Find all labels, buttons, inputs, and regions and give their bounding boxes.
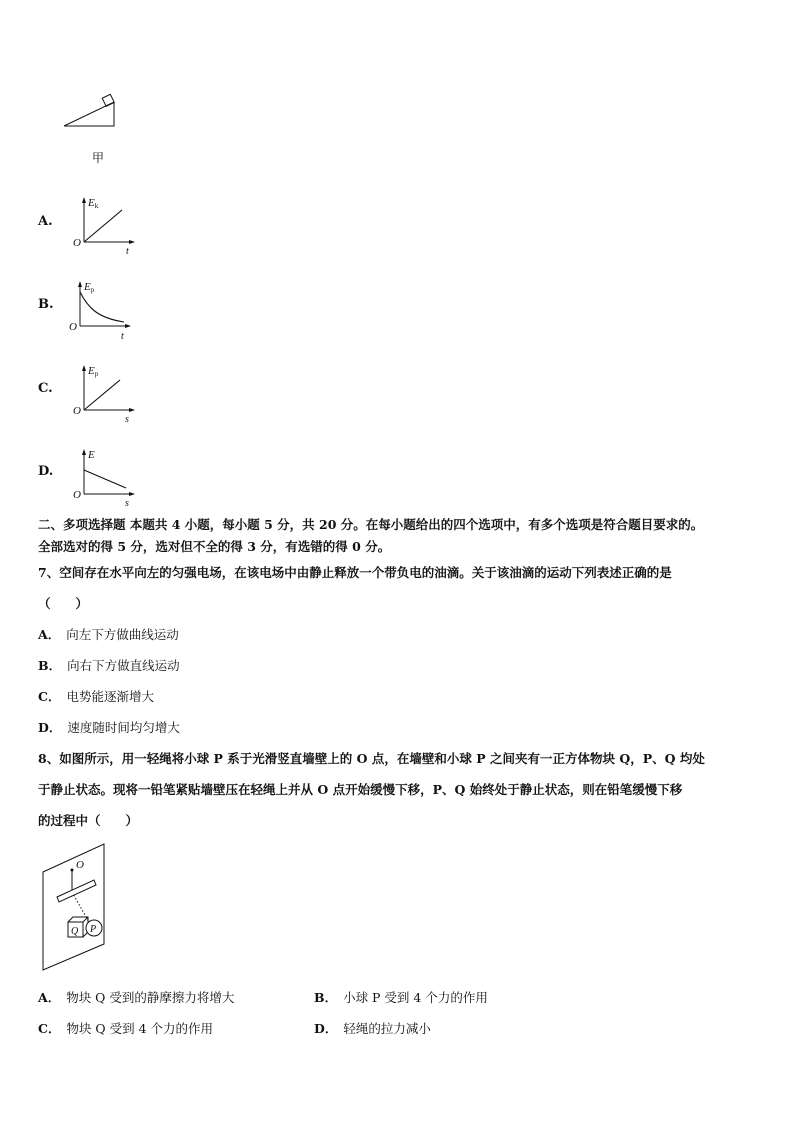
q7-option-b: B． 向右下方做直线运动 bbox=[38, 658, 180, 673]
q8-wall-figure bbox=[38, 842, 108, 972]
q8-stem-line1: 8、如图所示，用一轻绳将小球 P 系于光滑竖直墙壁上的 O 点，在墙壁和小球 P 之间夹有一正方体物块 Q，P、Q 均处 bbox=[38, 751, 705, 766]
block-q bbox=[68, 917, 88, 937]
label-p: P bbox=[90, 924, 97, 935]
q7-option-a: A． 向左下方做曲线运动 bbox=[38, 627, 179, 642]
incline-triangle bbox=[64, 102, 114, 126]
graph-b-origin: O bbox=[69, 321, 77, 333]
graph-a-y-label: Ek bbox=[88, 197, 99, 210]
q7-stem-line2: （ ） bbox=[38, 596, 89, 611]
q7-stem-line1: 7、空间存在水平向左的匀强电场，在该电场中由静止释放一个带负电的油滴。关于该油滴的运动下列表述正确的是 bbox=[38, 565, 672, 580]
graph-option-d bbox=[70, 446, 140, 510]
graph-c-x-label: s bbox=[125, 414, 129, 425]
graph-option-b-letter: B. bbox=[38, 297, 54, 312]
graph-option-b bbox=[66, 278, 138, 342]
q8-stem-line3: 的过程中（ ） bbox=[38, 813, 139, 828]
pencil bbox=[57, 880, 96, 902]
graph-a-curve bbox=[84, 210, 122, 242]
graph-option-d-letter: D. bbox=[38, 464, 54, 479]
figure-caption-jia: 甲 bbox=[92, 151, 105, 165]
graph-b-curve bbox=[80, 292, 124, 322]
q7-option-d: D． 速度随时间均匀增大 bbox=[38, 720, 180, 735]
section2-line1: 二、多项选择题 本题共 4 小题，每小题 5 分，共 20 分。在每小题给出的四个选项中，有多个选项是符合题目要求的。 bbox=[38, 517, 704, 532]
graph-a-x-label: t bbox=[126, 246, 129, 257]
graph-d-y-label: E bbox=[88, 449, 95, 461]
incline-figure bbox=[60, 92, 120, 132]
graph-c-y-label: Ep bbox=[88, 365, 99, 378]
label-q: Q bbox=[71, 926, 79, 937]
graph-option-c-letter: C. bbox=[38, 381, 53, 396]
q8-option-b: B． 小球 P 受到 4 个力的作用 bbox=[314, 990, 488, 1005]
q8-option-c: C． 物块 Q 受到 4 个力的作用 bbox=[38, 1021, 214, 1036]
graph-b-x-label: t bbox=[121, 331, 124, 342]
graph-d-origin: O bbox=[73, 489, 81, 501]
q8-option-a: A． 物块 Q 受到的静摩擦力将增大 bbox=[38, 990, 235, 1005]
graph-c-curve bbox=[84, 380, 120, 410]
graph-option-a-letter: A. bbox=[38, 214, 53, 229]
wall-plane bbox=[43, 844, 104, 970]
graph-b-y-label: Ep bbox=[84, 281, 95, 294]
section2-line2: 全部选对的得 5 分，选对但不全的得 3 分，有选错的得 0 分。 bbox=[38, 539, 391, 554]
graph-a-origin: O bbox=[73, 237, 81, 249]
q8-stem-line2: 于静止状态。现将一铅笔紧贴墙壁压在轻绳上并从 O 点开始缓慢下移，P、Q 始终处于静止状态，则在铅笔缓慢下移 bbox=[38, 782, 683, 797]
rope-dotted bbox=[72, 892, 90, 924]
q7-option-c: C． 电势能逐渐增大 bbox=[38, 689, 154, 704]
label-o: O bbox=[76, 859, 84, 871]
graph-d-curve bbox=[84, 470, 126, 488]
graph-d-x-label: s bbox=[125, 498, 129, 509]
q8-option-d: D． 轻绳的拉力减小 bbox=[314, 1021, 431, 1036]
graph-c-origin: O bbox=[73, 405, 81, 417]
graph-option-a bbox=[70, 194, 140, 258]
graph-option-c bbox=[70, 362, 140, 426]
